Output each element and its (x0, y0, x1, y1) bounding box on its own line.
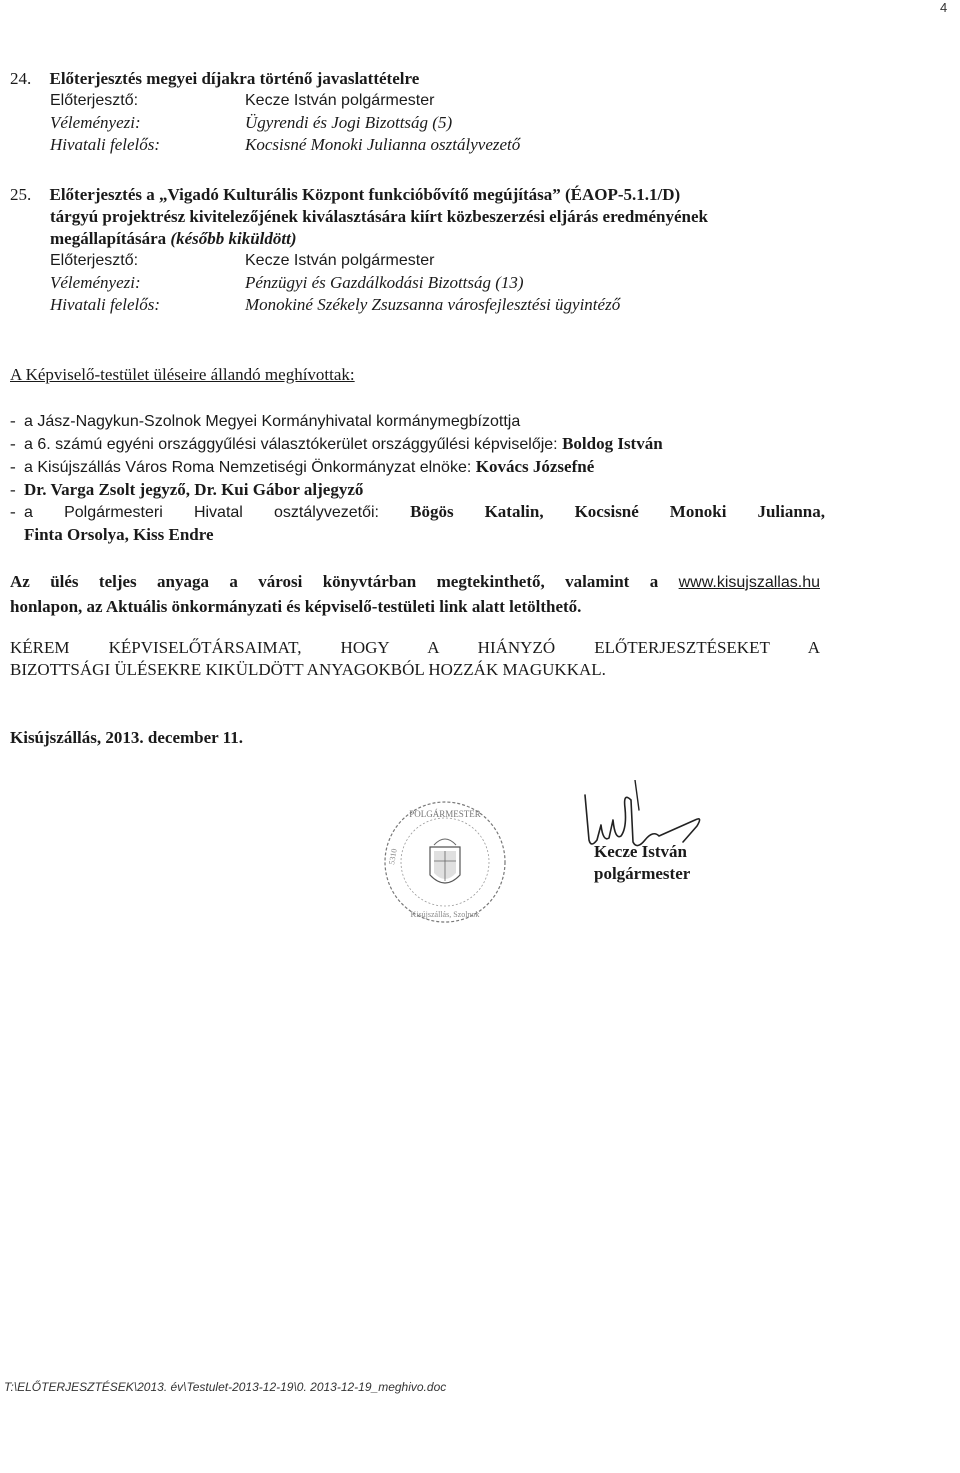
agenda-item-25: 25. Előterjesztés a „Vigadó Kulturális Központ funkcióbővítő megújítása” (ÉAOP-5.1.1/D) tárgyú projektrész kivitelezőjének kiválasztására kiírt közbeszerzési eljárás eredményének megállapítására (később kiküldött) Előterjesztő: Kecze István polgármester Véleményezi: Pénzügyi és Gazdálkodási Bizottság (13) Hivatali felelős: Monokiné Székely Zsuzsanna városfejlesztési ügyintéző (10, 184, 830, 316)
stamp-side-text: 5310 (387, 848, 399, 866)
list-item: - a 6. számú egyéni országgyűlési választókerület országgyűlési képviselője: Boldog István (10, 433, 825, 456)
signer-title: polgármester (594, 864, 691, 883)
website-link[interactable]: www.kisujszallas.hu (678, 574, 820, 591)
presenter-row: Előterjesztő: Kecze István polgármester (50, 92, 435, 109)
official-stamp-icon (380, 795, 510, 930)
item-number: 25. (10, 185, 32, 204)
list-item: - a Jász-Nagykun-Szolnok Megyei Kormányhivatal kormánymegbízottja (10, 410, 825, 433)
page-number: 4 (940, 0, 948, 15)
list-item: - a Polgármesteri Hivatal osztályvezetői: Bögös Katalin, Kocsisné Monoki Julianna, Finta Orsolya, Kiss Endre (10, 501, 825, 546)
date-line: Kisújszállás, 2013. december 11. (10, 728, 243, 747)
signer-name: Kecze István (594, 842, 688, 861)
opinion-row: Véleményezi: Pénzügyi és Gazdálkodási Bizottság (13) (50, 273, 524, 292)
presenter-row: Előterjesztő: Kecze István polgármester (50, 252, 435, 269)
invitee-list (10, 410, 825, 546)
responsible-row: Hivatali felelős: Kocsisné Monoki Julianna osztályvezető (50, 135, 521, 154)
footer-file-path: T:\ELŐTERJESZTÉSEK\2013. év\Testulet-2013-12-19\0. 2013-12-19_meghivo.doc (4, 1380, 447, 1394)
responsible-row: Hivatali felelős: Monokiné Székely Zsuzsanna városfejlesztési ügyintéző (50, 295, 621, 314)
agenda-item-24 (10, 68, 830, 156)
list-item: - Dr. Varga Zsolt jegyző, Dr. Kui Gábor aljegyző (10, 479, 825, 501)
stamp-top-text: POLGÁRMESTER (409, 809, 481, 819)
signer-block (594, 841, 690, 885)
stamp-bottom-text: Kisújszállás, Szolnok (410, 910, 480, 919)
agenda-item-title: 25. Előterjesztés a „Vigadó Kulturális Központ funkcióbővítő megújítása” (ÉAOP-5.1.1/D) (10, 185, 681, 204)
request-note: KÉREM KÉPVISELŐTÁRSAIMAT, HOGY A HIÁNYZÓ ELŐTERJESZTÉSEKET A BIZOTTSÁGI ÜLÉSEKRE KIKÜLDÖTT ANYAGOKBÓL HOZZÁK MAGUKKAL. (10, 638, 820, 679)
item-number: 24. (10, 69, 32, 88)
agenda-item-title: 24. Előterjesztés megyei díjakra történő javaslattételre (10, 69, 420, 88)
title-note: (később kiküldött) (170, 229, 297, 248)
list-item: - a Kisújszállás Város Roma Nemzetiségi Önkormányzat elnöke: Kovács Józsefné (10, 456, 825, 479)
opinion-row: Véleményezi: Ügyrendi és Jogi Bizottság (5) (50, 113, 453, 132)
invitees-heading: A Képviselő-testület üléseire állandó meghívottak: (10, 365, 355, 384)
availability-note: Az ülés teljes anyaga a városi könyvtárban megtekinthető, valamint a www.kisujszallas.hu honlapon, az Aktuális önkormányzati és képviselő-testületi link alatt letölthető. (10, 572, 820, 616)
